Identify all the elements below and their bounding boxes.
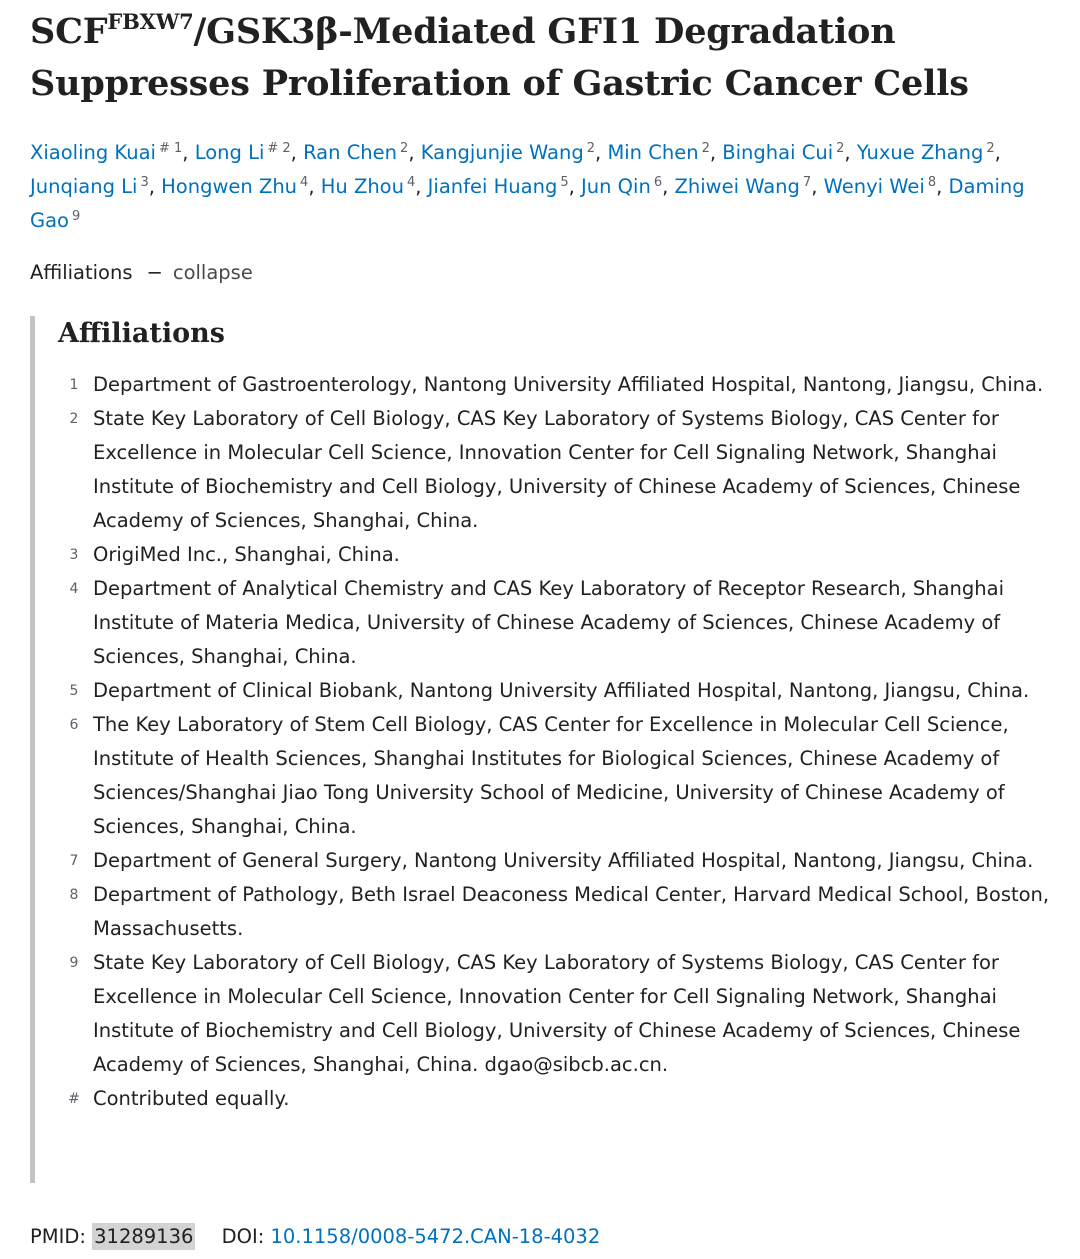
author-affiliation-ref[interactable]: 3 bbox=[140, 175, 149, 190]
author-separator: , bbox=[844, 141, 857, 164]
affiliation-text: Department of Pathology, Beth Israel Deaconess Medical Center, Harvard Medical School, Boston, Massachusetts. bbox=[93, 883, 1050, 940]
affiliation-key: 9 bbox=[69, 955, 79, 971]
author-link[interactable]: Junqiang Li bbox=[30, 175, 138, 198]
affiliation-item bbox=[35, 572, 1075, 674]
doi-label: DOI: bbox=[221, 1225, 265, 1248]
title-prefix: SCF bbox=[30, 11, 108, 52]
author-separator: , bbox=[148, 175, 162, 198]
affiliations-heading: Affiliations bbox=[58, 318, 225, 349]
author-link[interactable]: Jianfei Huang bbox=[427, 175, 558, 198]
affiliation-item bbox=[35, 708, 1075, 844]
title-superscript: FBXW7 bbox=[107, 9, 194, 34]
author-link[interactable]: Xiaoling Kuai bbox=[30, 141, 156, 164]
affiliation-key: 3 bbox=[69, 547, 79, 563]
author-link[interactable]: Binghai Cui bbox=[722, 141, 834, 164]
affiliation-item bbox=[35, 844, 1075, 878]
author-link[interactable]: Hu Zhou bbox=[320, 175, 404, 198]
author-affiliation-ref[interactable]: 7 bbox=[802, 175, 812, 190]
author-separator: , bbox=[936, 175, 949, 198]
affiliation-item bbox=[35, 878, 1075, 946]
author-list bbox=[30, 136, 1070, 238]
author-link[interactable]: Zhiwei Wang bbox=[674, 175, 800, 198]
affiliations-list bbox=[35, 368, 1075, 1116]
author-affiliation-ref[interactable]: 5 bbox=[560, 175, 569, 190]
affiliations-panel bbox=[30, 316, 1075, 1183]
author-link[interactable]: Kangjunjie Wang bbox=[420, 141, 584, 164]
author-link[interactable]: Jun Qin bbox=[581, 175, 651, 198]
affiliation-item bbox=[35, 368, 1075, 402]
affiliation-text: Department of Analytical Chemistry and CAS Key Laboratory of Receptor Research, Shanghai Institute of Materia Medica, University of Chinese Academy of Sciences, Chinese Academy of Sciences, Shanghai, China. bbox=[93, 577, 1005, 668]
author-link[interactable]: Wenyi Wei bbox=[823, 175, 925, 198]
author-separator: , bbox=[709, 141, 723, 164]
collapse-dash-icon: − bbox=[146, 261, 163, 284]
affiliation-item bbox=[35, 674, 1075, 708]
affiliation-text: Contributed equally. bbox=[93, 1087, 290, 1110]
author-separator: , bbox=[994, 141, 1001, 164]
affiliation-item bbox=[35, 1082, 1075, 1116]
affiliation-key: 6 bbox=[69, 717, 79, 733]
affiliation-text: OrigiMed Inc., Shanghai, China. bbox=[93, 543, 400, 566]
author-separator: , bbox=[290, 141, 304, 164]
affiliation-text: Department of General Surgery, Nantong University Affiliated Hospital, Nantong, Jiangsu, China. bbox=[93, 849, 1034, 872]
affiliation-key: 7 bbox=[69, 853, 79, 869]
author-separator: , bbox=[182, 141, 195, 164]
affiliation-text: Department of Clinical Biobank, Nantong University Affiliated Hospital, Nantong, Jiangsu, China. bbox=[93, 679, 1030, 702]
author-affiliation-ref[interactable]: 9 bbox=[72, 209, 81, 224]
author-separator: , bbox=[415, 175, 428, 198]
author-link[interactable]: Daming Gao bbox=[30, 175, 1025, 232]
author-affiliation-ref[interactable]: 4 bbox=[300, 175, 309, 190]
pmid-label: PMID: bbox=[30, 1225, 86, 1248]
affiliation-key: 4 bbox=[69, 581, 79, 597]
affiliation-text: State Key Laboratory of Cell Biology, CAS Key Laboratory of Systems Biology, CAS Center for Excellence in Molecular Cell Science, Innovation Center for Cell Signaling Network, Shanghai Institute of Biochemistry and Cell Biology, University of Chinese Academy of Sciences, Chinese Academy of Sciences, Shanghai, China. bbox=[93, 407, 1021, 532]
author-separator: , bbox=[595, 141, 608, 164]
identifiers bbox=[30, 1220, 600, 1254]
author-separator: , bbox=[568, 175, 582, 198]
title-rest: /GSK3β-Mediated GFI1 Degradation Suppresses Proliferation of Gastric Cancer Cells bbox=[30, 11, 969, 104]
author-affiliation-ref[interactable]: 2 bbox=[836, 141, 845, 156]
affiliation-text: Department of Gastroenterology, Nantong University Affiliated Hospital, Nantong, Jiangsu, China. bbox=[93, 373, 1044, 396]
affiliation-key: 8 bbox=[69, 887, 79, 903]
author-link[interactable]: Ran Chen bbox=[303, 141, 398, 164]
collapse-link[interactable]: collapse bbox=[172, 261, 253, 284]
author-link[interactable]: Long Li bbox=[194, 141, 265, 164]
author-affiliation-ref[interactable]: # 2 bbox=[267, 141, 291, 156]
affiliation-key: # bbox=[68, 1091, 80, 1107]
affiliation-item bbox=[35, 946, 1075, 1082]
author-affiliation-ref[interactable]: 8 bbox=[927, 175, 937, 190]
affiliations-toggle[interactable] bbox=[30, 257, 253, 289]
affiliation-item bbox=[35, 402, 1075, 538]
author-affiliation-ref[interactable]: 2 bbox=[986, 141, 995, 156]
affiliation-key: 5 bbox=[69, 683, 79, 699]
author-affiliation-ref[interactable]: 6 bbox=[653, 175, 663, 190]
author-link[interactable]: Hongwen Zhu bbox=[161, 175, 298, 198]
author-separator: , bbox=[308, 175, 321, 198]
author-link[interactable]: Yuxue Zhang bbox=[856, 141, 984, 164]
author-affiliation-ref[interactable]: 4 bbox=[406, 175, 416, 190]
author-affiliation-ref[interactable]: 2 bbox=[701, 141, 710, 156]
author-affiliation-ref[interactable]: # 1 bbox=[158, 141, 183, 156]
affiliation-text: State Key Laboratory of Cell Biology, CAS Key Laboratory of Systems Biology, CAS Center for Excellence in Molecular Cell Science, Innovation Center for Cell Signaling Network, Shanghai Institute of Biochemistry and Cell Biology, University of Chinese Academy of Sciences, Chinese Academy of Sciences, Shanghai, China. dgao@sibcb.ac.cn. bbox=[93, 951, 1021, 1076]
affiliation-key: 1 bbox=[69, 377, 79, 393]
author-affiliation-ref[interactable]: 2 bbox=[400, 141, 409, 156]
author-separator: , bbox=[408, 141, 421, 164]
doi-link[interactable]: 10.1158/0008-5472.CAN-18-4032 bbox=[270, 1225, 601, 1248]
author-separator: , bbox=[662, 175, 675, 198]
author-link[interactable]: Min Chen bbox=[607, 141, 699, 164]
author-separator: , bbox=[811, 175, 824, 198]
affiliations-toggle-label: Affiliations bbox=[30, 261, 133, 284]
affiliation-text: The Key Laboratory of Stem Cell Biology, CAS Center for Excellence in Molecular Cell Science, Institute of Health Sciences, Shanghai Institutes for Biological Sciences, Chinese Academy of Sciences/Shanghai Jiao Tong University School of Medicine, University of Chinese Academy of Sciences, Shanghai, China. bbox=[93, 713, 1009, 838]
affiliation-item bbox=[35, 538, 1075, 572]
article-title bbox=[30, 6, 1070, 110]
author-affiliation-ref[interactable]: 2 bbox=[586, 141, 596, 156]
pmid-value: 31289136 bbox=[94, 1225, 194, 1248]
affiliation-key: 2 bbox=[69, 411, 79, 427]
